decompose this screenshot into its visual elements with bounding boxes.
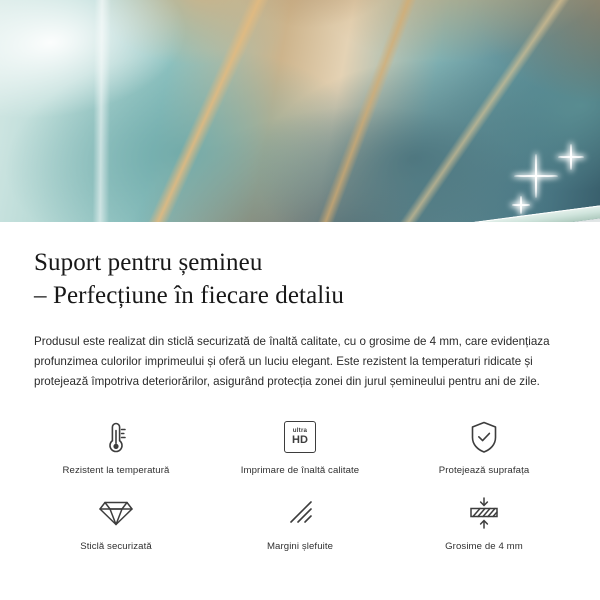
- ultra-hd-icon: [284, 416, 316, 458]
- feature-grid: [0, 414, 600, 554]
- feature-item-temperature: [24, 414, 208, 478]
- title-line-2: – Perfecțiune în fiecare detaliu: [34, 282, 344, 309]
- thickness-icon: [466, 492, 502, 534]
- feature-item-polished-edges: [208, 490, 392, 554]
- shield-check-icon: [467, 416, 501, 458]
- content-block: [0, 222, 600, 392]
- feature-item-print-quality: [208, 414, 392, 478]
- ultra-hd-badge-bottom: HD: [292, 433, 308, 446]
- feature-label: Sticlă securizată: [80, 540, 152, 552]
- feature-label: Imprimare de înaltă calitate: [240, 464, 360, 476]
- feature-label: Grosime de 4 mm: [445, 540, 523, 552]
- feature-label: Margini șlefuite: [266, 540, 334, 552]
- title-line-1: Suport pentru șemineu: [34, 249, 263, 276]
- description-paragraph: Produsul este realizat din sticlă securizată de înaltă calitate, cu o grosime de 4 mm, care evidențiaza profunzimea culorilor imprimeului și oferă un luciu elegant. Este rezistent la temperaturi ridicate și protejează împotriva deteriorărilor, asigurând protecția zonei din jurul șemineului pentru ani de zile.: [34, 335, 550, 388]
- polished-edges-icon: [283, 492, 317, 534]
- marble-artwork: [0, 0, 600, 222]
- thermometer-icon: [99, 416, 133, 458]
- feature-item-thickness: [392, 490, 576, 554]
- glass-panel-photo: [0, 0, 600, 222]
- diamond-icon: [98, 492, 134, 534]
- feature-label: Protejează suprafața: [438, 464, 530, 476]
- feature-item-surface-protection: [392, 414, 576, 478]
- feature-item-tempered-glass: [24, 490, 208, 554]
- hero-image: [0, 0, 600, 222]
- feature-label: Rezistent la temperatură: [62, 464, 170, 476]
- page-title: [34, 246, 566, 312]
- ultra-hd-badge-top: ultra: [292, 426, 308, 434]
